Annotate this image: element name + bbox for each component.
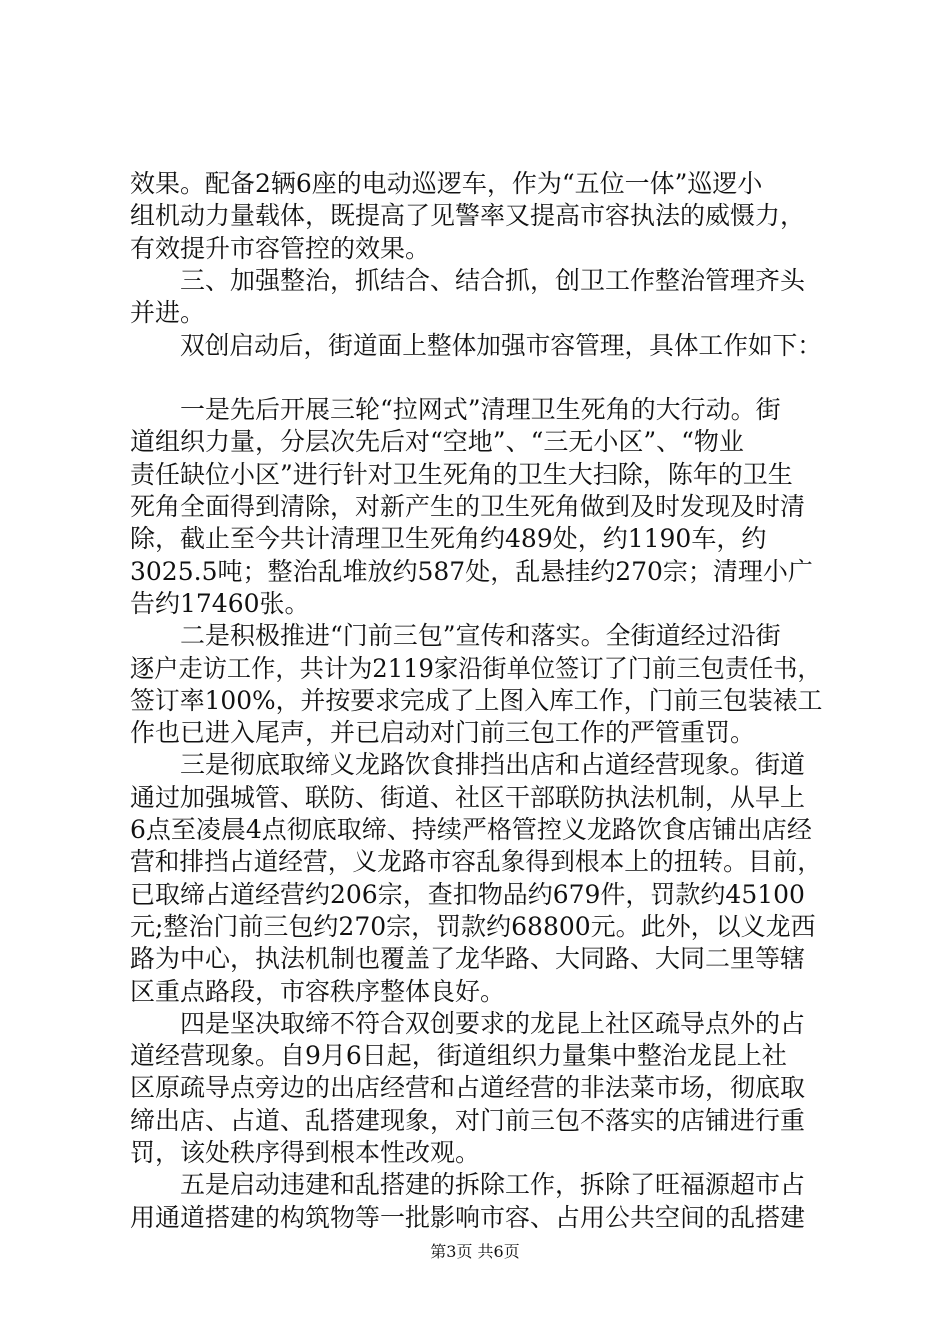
text-line: 罚，该处秩序得到根本性改观。: [130, 1138, 481, 1167]
paragraph-first-line: 三、加强整治，抓结合、结合抓，创卫工作整治管理齐头: [180, 265, 806, 295]
paragraph-first-line: 四是坚决取缔不符合双创要求的龙昆上社区疏导点外的占: [180, 1008, 806, 1038]
text-line: 道经营现象。自9月6日起，街道组织力量集中整治龙昆上社: [130, 1041, 787, 1071]
text-line: 已取缔占道经营约206宗，查扣物品约679件，罚款约45100: [130, 879, 805, 909]
text-line: 缔出店、占道、乱搭建现象，对门前三包不落实的店铺进行重: [130, 1105, 806, 1135]
text-line: 责任缺位小区”进行针对卫生死角的卫生大扫除，陈年的卫生: [130, 459, 793, 489]
text-line: 3025.5吨；整治乱堆放约587处，乱悬挂约270宗；清理小广: [130, 556, 813, 586]
paragraph-first-line: 五是启动违建和乱搭建的拆除工作，拆除了旺福源超市占: [180, 1170, 806, 1200]
text-line: 道组织力量，分层次先后对“空地”、“三无小区”、“物业: [130, 427, 744, 457]
page-footer: 第3页 共6页: [430, 1242, 520, 1261]
text-line: 通过加强城管、联防、街道、社区干部联防执法机制，从早上: [130, 782, 806, 812]
text-line: 作也已进入尾声，并已启动对门前三包工作的严管重罚。: [130, 718, 756, 748]
text-line: 元;整治门前三包约270宗，罚款约68800元。此外，以义龙西: [130, 911, 816, 941]
text-line: 除，截止至今共计清理卫生死角约489处，约1190车，约: [130, 524, 767, 554]
text-line: 有效提升市容管控的效果。: [130, 233, 431, 263]
text-line: 死角全面得到清除，对新产生的卫生死角做到及时发现及时清: [130, 492, 806, 521]
text-line: 路为中心，执法机制也覆盖了龙华路、大同路、大同二里等辖: [130, 944, 806, 974]
text-line: 效果。配备2辆6座的电动巡逻车，作为“五位一体”巡逻小: [130, 169, 763, 198]
text-line: 营和排挡占道经营，义龙路市容乱象得到根本上的扭转。目前，: [130, 847, 823, 877]
text-line: 签订率100%，并按要求完成了上图入库工作，门前三包装裱工: [130, 685, 823, 715]
text-line: 区重点路段，市容秩序整体良好。: [130, 976, 506, 1006]
paragraph-first-line: 三是彻底取缔义龙路饮食排挡出店和占道经营现象。街道: [180, 750, 806, 780]
text-line: 告约17460张。: [130, 588, 310, 618]
paragraph-first-line: 二是积极推进“门前三包”宣传和落实。全街道经过沿街: [180, 621, 781, 651]
text-line: 逐户走访工作，共计为2119家沿街单位签订了门前三包责任书，: [130, 653, 822, 683]
text-line: 区原疏导点旁边的出店经营和占道经营的非法菜市场，彻底取: [130, 1073, 806, 1103]
paragraph-first-line: 一是先后开展三轮“拉网式”清理卫生死角的大行动。街: [180, 395, 781, 425]
text-line: 6点至凌晨4点彻底取缔、持续严格管控义龙路饮食店铺出店经: [130, 815, 812, 844]
text-line: 用通道搭建的构筑物等一批影响市容、占用公共空间的乱搭建: [130, 1202, 806, 1232]
text-line: 组机动力量载体，既提高了见警率又提高市容执法的威慑力，: [130, 201, 806, 231]
paragraph-first-line: 双创启动后，街道面上整体加强市容管理，具体工作如下：: [180, 330, 823, 360]
text-line: 并进。: [130, 298, 206, 328]
